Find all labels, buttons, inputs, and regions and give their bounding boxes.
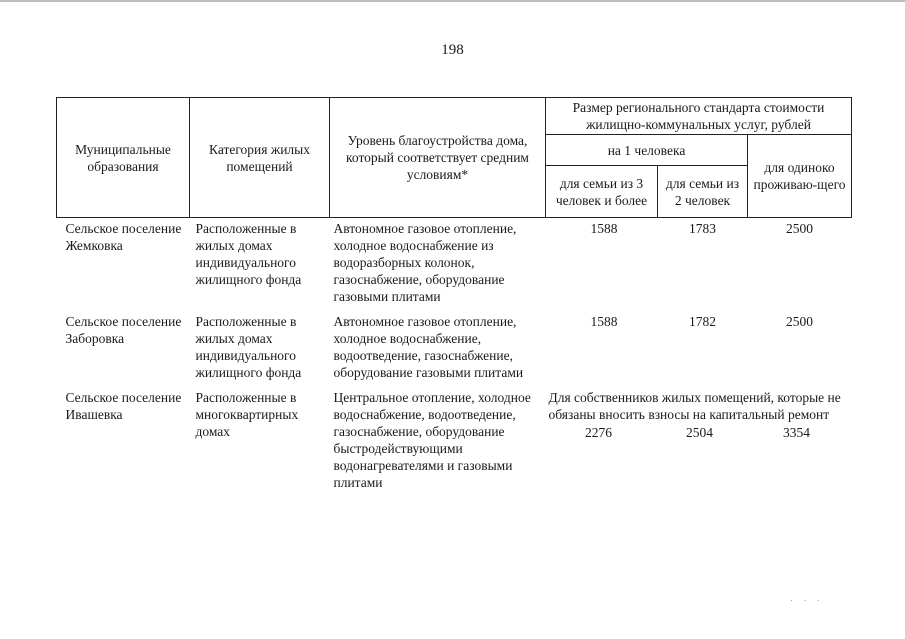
cell-category: Расположенные в жилых домах индивидуального жилищного фонда xyxy=(195,314,302,380)
cell-category: Расположенные в многоквартирных домах xyxy=(195,390,299,439)
cell-category: Расположенные в жилых домах индивидуального жилищного фонда xyxy=(195,221,302,287)
cell-level: Автономное газовое отопление, холодное водоснабжение, водоотведение, газоснабжение, оборудование газовыми плитами xyxy=(333,314,524,380)
table-row xyxy=(57,387,852,497)
cell-family-3: 1588 xyxy=(590,221,618,236)
top-edge-rule xyxy=(0,0,905,2)
table-row xyxy=(57,311,852,387)
cell-single: 2500 xyxy=(786,221,813,236)
cell-single: 3354 xyxy=(783,425,810,440)
header-per-person: на 1 человека xyxy=(546,135,748,166)
header-single: для одиноко проживаю-щего xyxy=(748,135,852,218)
page-number: 198 xyxy=(441,42,464,58)
cell-family-2: 1783 xyxy=(689,221,716,236)
table-row xyxy=(57,218,852,312)
header-level: Уровень благоустройства дома, который соответствует средним условиям* xyxy=(330,98,546,218)
cell-level: Автономное газовое отопление, холодное водоснабжение из водоразборных колонок, газоснабжение, оборудование газовыми плитами xyxy=(333,221,517,304)
scan-specks: ··· xyxy=(790,596,830,607)
header-family-2: для семьи из 2 человек xyxy=(658,166,748,218)
cell-family-2: 2504 xyxy=(686,425,713,440)
cell-note-values xyxy=(546,387,852,497)
note-values-row xyxy=(549,424,849,441)
header-category: Категория жилых помещений xyxy=(190,98,330,218)
cell-municipality: Сельское поселение Жемковка xyxy=(65,221,182,253)
header-standard-size: Размер регионального стандарта стоимости жилищно-коммунальных услуг, рублей xyxy=(546,98,852,135)
cell-family-3: 1588 xyxy=(590,314,618,329)
cell-family-3: 2276 xyxy=(585,425,612,440)
header-municipality: Муниципальные образования xyxy=(57,98,190,218)
cell-municipality: Сельское поселение Ивашевка xyxy=(65,390,182,422)
cell-level: Центральное отопление, холодное водоснабжение, водоотведение, газоснабжение, оборудование быстродействующими водонагревателями и газовыми плитами xyxy=(333,390,531,490)
cell-note: Для собственников жилых помещений, которые не обязаны вносить взносы на капитальный ремонт xyxy=(548,390,841,422)
cell-family-2: 1782 xyxy=(689,314,716,329)
cell-municipality: Сельское поселение Заборовка xyxy=(65,314,182,346)
header-family-3: для семьи из 3 человек и более xyxy=(546,166,658,218)
tariff-table xyxy=(56,97,852,497)
cell-single: 2500 xyxy=(786,314,813,329)
